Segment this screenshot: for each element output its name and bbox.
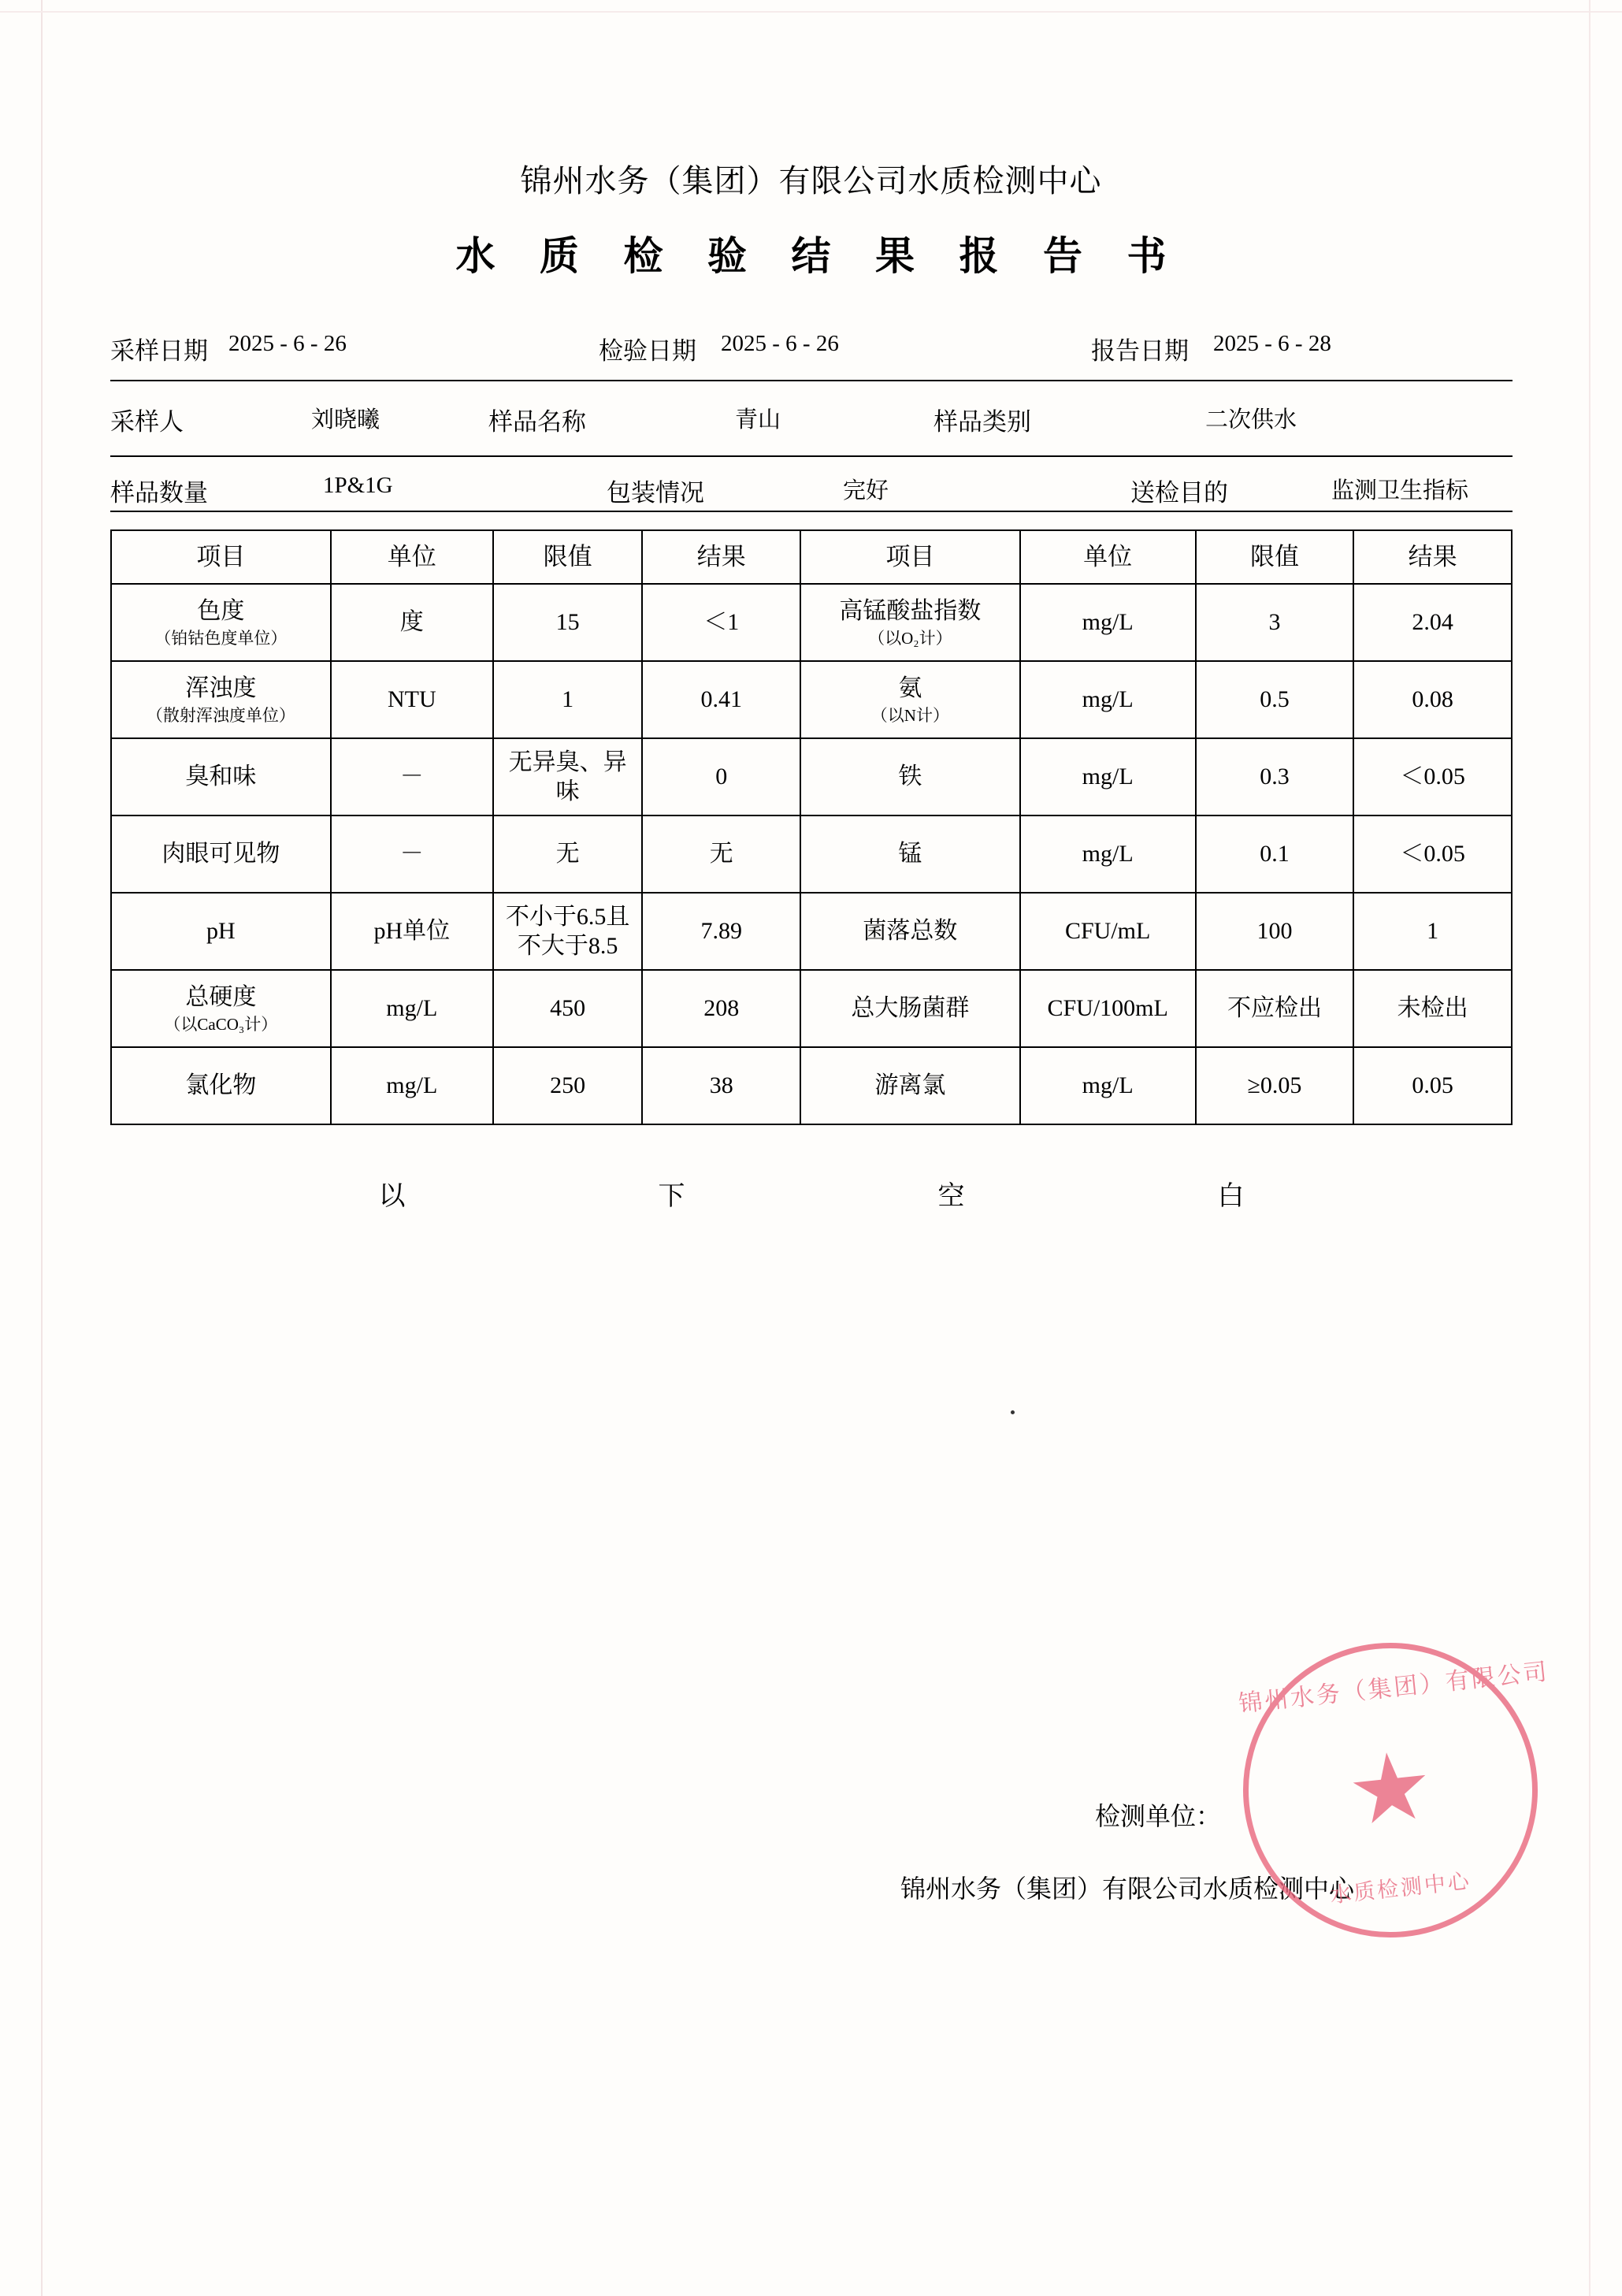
limit-cell: 无 bbox=[493, 815, 643, 893]
sample-type-value: 二次供水 bbox=[1205, 407, 1297, 433]
table-row bbox=[111, 738, 1512, 815]
result-cell: ＜1 bbox=[642, 584, 800, 661]
item-name-cell bbox=[111, 738, 331, 815]
unit-cell: mg/L bbox=[1020, 738, 1196, 815]
item-name-cell bbox=[111, 970, 331, 1047]
unit-cell: mg/L bbox=[331, 970, 493, 1047]
limit-cell: 250 bbox=[493, 1047, 643, 1124]
sampler-value: 刘晓曦 bbox=[311, 407, 380, 433]
item-name-cell bbox=[111, 1047, 331, 1124]
blank-notice-char: 下 bbox=[658, 1182, 685, 1211]
sample-name-label: 样品名称 bbox=[488, 408, 586, 436]
table-header-cell: 项目 bbox=[111, 530, 331, 584]
report-title: 水 质 检 验 结 果 报 告 书 bbox=[455, 234, 1184, 278]
item-name-cell bbox=[800, 661, 1020, 738]
item-name-cell bbox=[800, 893, 1020, 970]
sample-type-label: 样品类别 bbox=[933, 408, 1031, 436]
item-name-cell-main: 氯化物 bbox=[185, 1072, 257, 1099]
result-cell: 无 bbox=[642, 815, 800, 893]
table-row bbox=[111, 970, 1512, 1047]
table-header-cell: 单位 bbox=[331, 530, 493, 584]
item-name-cell bbox=[800, 738, 1020, 815]
item-name-cell bbox=[111, 661, 331, 738]
result-cell: 7.89 bbox=[642, 893, 800, 970]
unit-cell: NTU bbox=[331, 661, 493, 738]
blank-notice bbox=[110, 1174, 1513, 1213]
item-name-cell-main: 锰 bbox=[898, 841, 922, 868]
paper-edge-right bbox=[1589, 0, 1590, 2296]
item-name-cell-main: 肉眼可见物 bbox=[161, 841, 280, 868]
unit-cell: mg/L bbox=[331, 1047, 493, 1124]
result-cell: 208 bbox=[642, 970, 800, 1047]
seal-top-text: 锦州水务（集团）有限公司 bbox=[1237, 1659, 1551, 1718]
unit-cell: mg/L bbox=[1020, 815, 1196, 893]
result-cell: ＜0.05 bbox=[1353, 815, 1512, 893]
limit-cell: 不应检出 bbox=[1196, 970, 1354, 1047]
inspection-unit-name: 锦州水务（集团）有限公司水质检测中心 bbox=[900, 1874, 1355, 1903]
packaging-label: 包装情况 bbox=[607, 479, 704, 507]
sampler-label: 采样人 bbox=[110, 408, 184, 436]
unit-cell: CFU/mL bbox=[1020, 893, 1196, 970]
result-cell: 1 bbox=[1353, 893, 1512, 970]
item-name-cell-sub: （以O₂计） bbox=[868, 628, 952, 648]
purpose-label: 送检目的 bbox=[1130, 479, 1228, 507]
limit-cell: 450 bbox=[493, 970, 643, 1047]
item-name-cell-main: 浑浊度 bbox=[185, 675, 257, 702]
item-name-cell-main: pH bbox=[206, 918, 236, 945]
blank-notice-char: 白 bbox=[1217, 1182, 1245, 1211]
limit-cell: 不小于6.5且不大于8.5 bbox=[493, 893, 643, 970]
table-row bbox=[111, 661, 1512, 738]
limit-cell: 0.3 bbox=[1196, 738, 1354, 815]
item-name-cell-main: 色度 bbox=[197, 598, 245, 625]
result-cell: ＜0.05 bbox=[1353, 738, 1512, 815]
item-name-cell-main: 菌落总数 bbox=[863, 918, 958, 945]
item-name-cell bbox=[111, 584, 331, 661]
test-date-label: 检验日期 bbox=[599, 337, 696, 365]
unit-cell: mg/L bbox=[1020, 1047, 1196, 1124]
paper-edge-left bbox=[41, 0, 43, 2296]
limit-cell: 0.1 bbox=[1196, 815, 1354, 893]
table-header-cell: 限值 bbox=[493, 530, 643, 584]
item-name-cell-main: 总硬度 bbox=[185, 984, 257, 1011]
item-name-cell-main: 铁 bbox=[898, 763, 922, 790]
unit-cell: mg/L bbox=[1020, 661, 1196, 738]
blank-notice-char: 空 bbox=[937, 1182, 965, 1211]
sampling-date-value: 2025 - 6 - 26 bbox=[228, 331, 347, 356]
limit-cell: 3 bbox=[1196, 584, 1354, 661]
results-table bbox=[110, 529, 1513, 1125]
test-date-value: 2025 - 6 - 26 bbox=[721, 331, 839, 356]
meta-divider-3 bbox=[110, 511, 1513, 512]
table-header-row bbox=[111, 530, 1512, 584]
item-name-cell-main: 总大肠菌群 bbox=[851, 995, 970, 1022]
item-name-cell-sub: （以CaCO₃计） bbox=[164, 1014, 278, 1034]
paper-edge-top bbox=[0, 11, 1622, 13]
meta-row-quantity bbox=[110, 473, 1513, 522]
sample-qty-value: 1P&1G bbox=[323, 473, 393, 498]
purpose-value: 监测卫生指标 bbox=[1331, 478, 1469, 503]
stray-dot bbox=[1011, 1410, 1015, 1414]
item-name-cell-main: 高锰酸盐指数 bbox=[839, 598, 982, 625]
result-cell: 2.04 bbox=[1353, 584, 1512, 661]
item-name-cell bbox=[800, 1047, 1020, 1124]
table-row bbox=[111, 893, 1512, 970]
blank-notice-char: 以 bbox=[378, 1182, 406, 1211]
item-name-cell bbox=[111, 815, 331, 893]
result-cell: 38 bbox=[642, 1047, 800, 1124]
table-row bbox=[111, 815, 1512, 893]
inspection-unit-label: 检测单位： bbox=[1095, 1802, 1222, 1830]
sampling-date-label: 采样日期 bbox=[110, 337, 208, 365]
unit-cell: － bbox=[331, 738, 493, 815]
official-seal bbox=[1228, 1628, 1552, 1952]
meta-divider-2 bbox=[110, 455, 1513, 457]
item-name-cell-sub: （以N计） bbox=[870, 705, 949, 725]
item-name-cell bbox=[800, 815, 1020, 893]
limit-cell: 0.5 bbox=[1196, 661, 1354, 738]
packaging-value: 完好 bbox=[843, 478, 889, 503]
limit-cell: 100 bbox=[1196, 893, 1354, 970]
report-date-value: 2025 - 6 - 28 bbox=[1213, 331, 1331, 356]
item-name-cell-sub: （铂钴色度单位） bbox=[154, 628, 288, 648]
result-cell: 未检出 bbox=[1353, 970, 1512, 1047]
meta-divider-1 bbox=[110, 380, 1513, 381]
seal-bottom-text: 水质检测中心 bbox=[1328, 1868, 1473, 1908]
organization-title: 锦州水务（集团）有限公司水质检测中心 bbox=[520, 163, 1102, 199]
result-cell: 0.41 bbox=[642, 661, 800, 738]
report-date-label: 报告日期 bbox=[1091, 337, 1189, 365]
meta-row-dates bbox=[110, 331, 1513, 380]
item-name-cell-sub: （散射浑浊度单位） bbox=[146, 705, 295, 725]
unit-cell: － bbox=[331, 815, 493, 893]
meta-row-sample bbox=[110, 402, 1513, 451]
unit-cell: 度 bbox=[331, 584, 493, 661]
unit-cell: mg/L bbox=[1020, 584, 1196, 661]
table-header-cell: 结果 bbox=[1353, 530, 1512, 584]
table-header-cell: 结果 bbox=[642, 530, 800, 584]
table-row bbox=[111, 584, 1512, 661]
limit-cell: 1 bbox=[493, 661, 643, 738]
result-cell: 0.05 bbox=[1353, 1047, 1512, 1124]
item-name-cell bbox=[800, 584, 1020, 661]
item-name-cell-main: 臭和味 bbox=[185, 763, 257, 790]
item-name-cell-main: 游离氯 bbox=[874, 1072, 946, 1099]
limit-cell: 无异臭、异味 bbox=[493, 738, 643, 815]
seal-star-icon bbox=[1349, 1748, 1432, 1832]
table-header-cell: 项目 bbox=[800, 530, 1020, 584]
result-cell: 0 bbox=[642, 738, 800, 815]
item-name-cell bbox=[111, 893, 331, 970]
unit-cell: pH单位 bbox=[331, 893, 493, 970]
table-header-cell: 单位 bbox=[1020, 530, 1196, 584]
item-name-cell bbox=[800, 970, 1020, 1047]
table-row bbox=[111, 1047, 1512, 1124]
limit-cell: ≥0.05 bbox=[1196, 1047, 1354, 1124]
item-name-cell-main: 氨 bbox=[898, 675, 922, 702]
sample-qty-label: 样品数量 bbox=[110, 479, 208, 507]
unit-cell: CFU/100mL bbox=[1020, 970, 1196, 1047]
limit-cell: 15 bbox=[493, 584, 643, 661]
sample-name-value: 青山 bbox=[735, 407, 781, 433]
result-cell: 0.08 bbox=[1353, 661, 1512, 738]
table-header-cell: 限值 bbox=[1196, 530, 1354, 584]
